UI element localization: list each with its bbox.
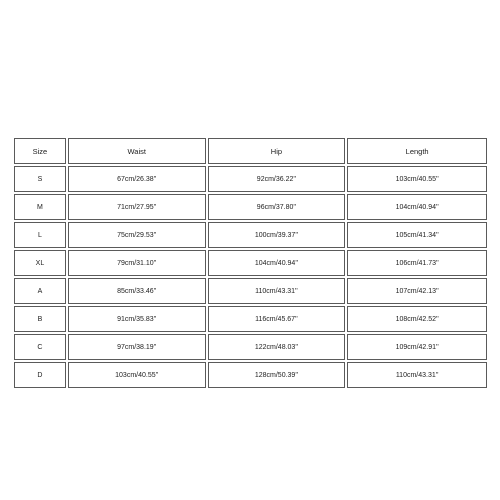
table-row xyxy=(14,166,487,192)
cell-waist: 79cm/31.10'' xyxy=(68,250,206,276)
cell-waist: 75cm/29.53'' xyxy=(68,222,206,248)
cell-length: 107cm/42.13'' xyxy=(347,278,487,304)
cell-hip: 104cm/40.94'' xyxy=(208,250,346,276)
table-row xyxy=(14,278,487,304)
table-body xyxy=(14,166,487,388)
cell-size: M xyxy=(14,194,66,220)
cell-waist: 71cm/27.95'' xyxy=(68,194,206,220)
cell-hip: 92cm/36.22'' xyxy=(208,166,346,192)
header-length: Length xyxy=(347,138,487,164)
cell-waist: 67cm/26.38'' xyxy=(68,166,206,192)
cell-length: 109cm/42.91'' xyxy=(347,334,487,360)
cell-waist: 85cm/33.46'' xyxy=(68,278,206,304)
table-row xyxy=(14,362,487,388)
cell-size: B xyxy=(14,306,66,332)
table-row xyxy=(14,334,487,360)
cell-length: 110cm/43.31'' xyxy=(347,362,487,388)
cell-size: XL xyxy=(14,250,66,276)
cell-size: A xyxy=(14,278,66,304)
table-row xyxy=(14,194,487,220)
header-waist: Waist xyxy=(68,138,206,164)
cell-waist: 97cm/38.19'' xyxy=(68,334,206,360)
cell-hip: 100cm/39.37'' xyxy=(208,222,346,248)
cell-size: S xyxy=(14,166,66,192)
cell-size: D xyxy=(14,362,66,388)
cell-hip: 110cm/43.31'' xyxy=(208,278,346,304)
cell-size: C xyxy=(14,334,66,360)
cell-length: 106cm/41.73'' xyxy=(347,250,487,276)
table-row xyxy=(14,306,487,332)
table-row xyxy=(14,222,487,248)
cell-waist: 91cm/35.83'' xyxy=(68,306,206,332)
size-chart-table xyxy=(12,136,489,390)
cell-size: L xyxy=(14,222,66,248)
header-hip: Hip xyxy=(208,138,346,164)
cell-hip: 96cm/37.80'' xyxy=(208,194,346,220)
cell-hip: 116cm/45.67'' xyxy=(208,306,346,332)
cell-length: 105cm/41.34'' xyxy=(347,222,487,248)
cell-hip: 122cm/48.03'' xyxy=(208,334,346,360)
table-row xyxy=(14,250,487,276)
header-size: Size xyxy=(14,138,66,164)
cell-hip: 128cm/50.39'' xyxy=(208,362,346,388)
header-row xyxy=(14,138,487,164)
cell-length: 104cm/40.94'' xyxy=(347,194,487,220)
table-header xyxy=(14,138,487,164)
cell-length: 103cm/40.55'' xyxy=(347,166,487,192)
cell-length: 108cm/42.52'' xyxy=(347,306,487,332)
cell-waist: 103cm/40.55'' xyxy=(68,362,206,388)
